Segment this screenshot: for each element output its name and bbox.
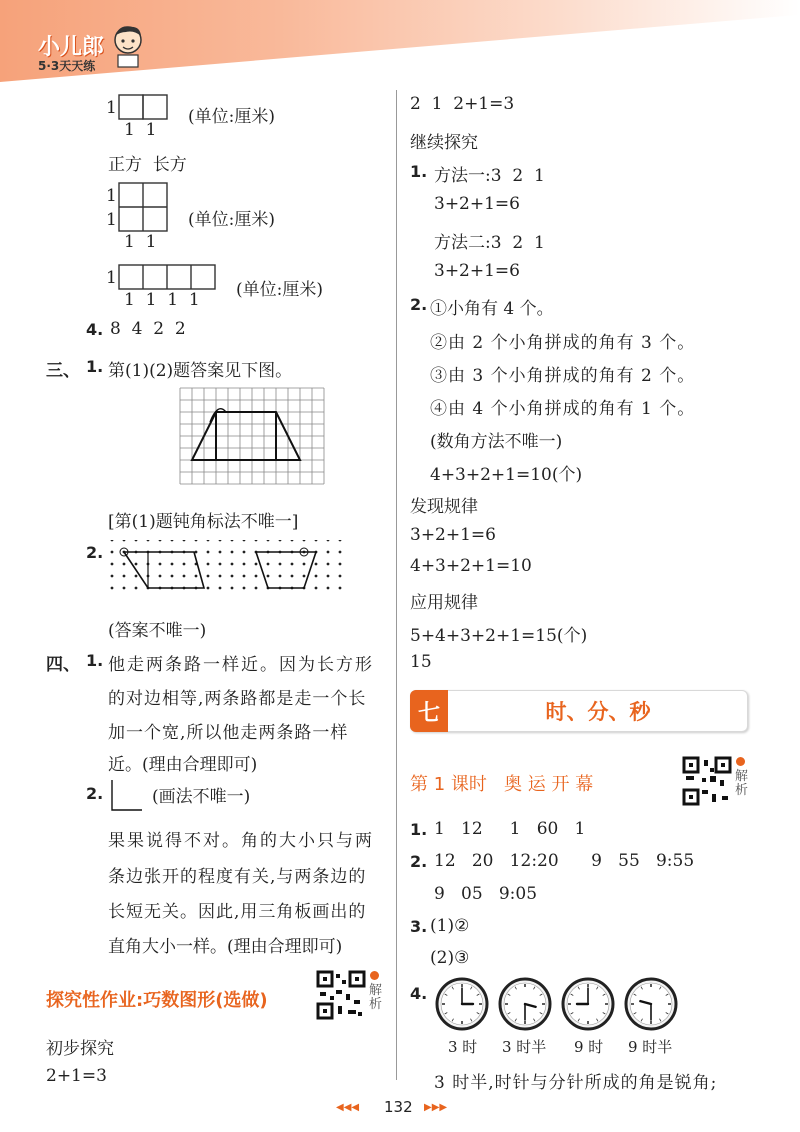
q4-number: 4. [86, 320, 104, 339]
grid-dot [255, 540, 258, 541]
grid-dot [219, 540, 222, 541]
grid-dot [183, 575, 186, 578]
continue-q1-line-3: 方法二:3 2 1 [434, 233, 545, 253]
grid-dot [195, 540, 198, 541]
lesson-q3-number: 3. [410, 917, 428, 936]
section-4-q2-line-4: 直角大小一样。(理由合理即可) [108, 937, 343, 957]
qr-code-icon[interactable] [316, 970, 366, 1020]
continue-q2-line-5: (数角方法不唯一) [430, 432, 563, 452]
grid-dot [339, 575, 342, 578]
grid-dot [171, 540, 174, 541]
footer-right-arrows: ▶▶▶ [424, 1102, 448, 1113]
grid-parallelogram-diagram [178, 386, 328, 486]
shapes-label: 正方 长方 [108, 155, 187, 175]
grid-dot [195, 575, 198, 578]
grid-dot [135, 575, 138, 578]
right-angle-diagram [110, 778, 144, 814]
grid-dot [159, 563, 162, 566]
lesson-q2-number: 2. [410, 852, 428, 871]
lesson-q4-text: 3 时半,时针与分针所成的角是锐角; [434, 1073, 718, 1093]
grid-dot [111, 563, 114, 566]
q3a-diagram [118, 94, 170, 120]
lesson-side-label: 解析 [735, 769, 749, 798]
grid-dot [315, 563, 318, 566]
lesson-title: 第 1 课时 奥 运 开 幕 [410, 774, 594, 795]
grid-dot [135, 587, 138, 590]
grid-dot [243, 563, 246, 566]
q3b-bottom-labels: 1 1 [124, 232, 157, 252]
grid-dot [111, 540, 114, 541]
grid-dot [219, 551, 222, 554]
clock-1-label: 3 时 [448, 1038, 478, 1056]
continue-q2-line-4: ④由 4 个小角拼成的角有 1 个。 [430, 399, 696, 419]
grid-dot [291, 575, 294, 578]
grid-dot [279, 540, 282, 541]
column-divider [396, 90, 397, 1080]
clock-2 [497, 976, 553, 1032]
section-4-q1-line-2: 的对边相等,两条路都是走一个长 [108, 689, 367, 709]
grid-dot [339, 587, 342, 590]
section-3-q2-number: 2. [86, 543, 104, 562]
q3a-side-label: 1 [106, 98, 117, 118]
continue-explore-label: 继续探究 [410, 133, 478, 153]
q3c-diagram [118, 264, 218, 290]
grid-note: [第(1)题钝角标法不唯一] [108, 512, 299, 532]
grid-dot [339, 551, 342, 554]
grid-dot [291, 540, 294, 541]
grid-dot [327, 587, 330, 590]
explore-side-label: 解析 [369, 983, 383, 1012]
grid-dot [147, 540, 150, 541]
footer-left-arrows: ◀◀◀ [336, 1102, 360, 1113]
grid-dot [159, 540, 162, 541]
grid-dot [255, 563, 258, 566]
logo-subtitle: 5·3天天练 [38, 59, 96, 73]
grid-dot [135, 563, 138, 566]
section-3-label: 三、 [46, 361, 80, 381]
grid-dot [267, 575, 270, 578]
grid-dot [231, 540, 234, 541]
grid-dot [243, 551, 246, 554]
section-4-q2-line-2: 条边张开的程度有关,与两条边的 [108, 867, 367, 887]
page-number: 132 [384, 1098, 413, 1116]
q3b-side-label-2: 1 [106, 210, 117, 230]
grid-dot [327, 551, 330, 554]
grid-dot [123, 563, 126, 566]
continue-q2-line-3: ③由 3 个小角拼成的角有 2 个。 [430, 366, 696, 386]
continue-q2-line-2: ②由 2 个小角拼成的角有 3 个。 [430, 333, 696, 353]
section-4-q1-line-3: 加一个宽,所以他走两条路一样 [108, 723, 349, 743]
continue-q1-number: 1. [410, 162, 428, 181]
grid-dot [123, 540, 126, 541]
grid-dot [207, 575, 210, 578]
grid-dot [231, 575, 234, 578]
unit-number: 七 [410, 690, 448, 732]
qr-play-icon [370, 971, 379, 980]
q3a-bottom-labels: 1 1 [124, 120, 157, 140]
q3b-unit: (单位:厘米) [188, 210, 275, 230]
dot-grid-diagram [106, 540, 346, 606]
continue-q1-line-1: 方法一:3 2 1 [434, 166, 545, 186]
clock-1 [434, 976, 490, 1032]
q3b-side-label-1: 1 [106, 186, 117, 206]
grid-dot [243, 587, 246, 590]
grid-dot [183, 563, 186, 566]
grid-dot [339, 540, 342, 541]
apply-equation: 5+4+3+2+1=15(个) [410, 626, 588, 646]
section-4-q1-number: 1. [86, 651, 104, 670]
top-equation: 2 1 2+1=3 [410, 94, 515, 114]
discover-equation-1: 3+2+1=6 [410, 525, 496, 545]
discover-equation-2: 4+3+2+1=10 [410, 556, 532, 576]
grid-dot [339, 563, 342, 566]
grid-dot [303, 540, 306, 541]
grid-dot [267, 540, 270, 541]
lesson-q3-text-2: (2)③ [430, 948, 470, 968]
lesson-q2-text-2: 9 05 9:05 [434, 884, 538, 904]
grid-dot [279, 563, 282, 566]
grid-dot [327, 563, 330, 566]
grid-dot [231, 587, 234, 590]
section-4-q2-line-3: 长短无关。因此,用三角板画出的 [108, 902, 367, 922]
grid-dot [279, 575, 282, 578]
continue-q2-number: 2. [410, 295, 428, 314]
grid-dot [291, 563, 294, 566]
grid-dot [327, 540, 330, 541]
lesson-q1-text: 1 12 1 60 1 [434, 819, 586, 839]
continue-q1-line-4: 3+2+1=6 [434, 261, 520, 281]
section-4-label: 四、 [46, 655, 80, 675]
lesson-q1-number: 1. [410, 820, 428, 839]
apply-answer: 15 [410, 652, 432, 672]
clock-4-label: 9 时半 [628, 1038, 673, 1056]
grid-dot [171, 563, 174, 566]
grid-dot [315, 587, 318, 590]
continue-q2-line-1: ①小角有 4 个。 [430, 299, 554, 319]
grid-dot [207, 540, 210, 541]
continue-q2-line-6: 4+3+2+1=10(个) [430, 465, 583, 485]
grid-dot [207, 551, 210, 554]
lesson-q4-number: 4. [410, 984, 428, 1003]
q3a-unit: (单位:厘米) [188, 107, 275, 127]
grid-dot [219, 563, 222, 566]
section-3-q2-note: (答案不唯一) [108, 621, 207, 641]
initial-explore-label: 初步探究 [46, 1039, 114, 1059]
grid-dot [267, 563, 270, 566]
grid-dot [207, 587, 210, 590]
continue-q1-line-2: 3+2+1=6 [434, 194, 520, 214]
lesson-qr-code-icon[interactable] [682, 756, 732, 806]
section-3-q1-number: 1. [86, 357, 104, 376]
logo-text: 小儿郎 [38, 35, 105, 60]
grid-dot [327, 575, 330, 578]
q3c-side-label: 1 [106, 268, 117, 288]
clock-3-label: 9 时 [574, 1038, 604, 1056]
lesson-q2-text-1: 12 20 12:20 9 55 9:55 [434, 851, 695, 871]
grid-dot [111, 587, 114, 590]
grid-dot [303, 563, 306, 566]
mascot-icon [108, 22, 148, 72]
apply-label: 应用规律 [410, 593, 478, 613]
section-4-q1-line-1: 他走两条路一样近。因为长方形 [108, 655, 374, 675]
grid-dot [207, 563, 210, 566]
section-4-q2-number: 2. [86, 784, 104, 803]
clock-2-label: 3 时半 [502, 1038, 547, 1056]
grid-dot [315, 575, 318, 578]
grid-dot [315, 540, 318, 541]
initial-equation: 2+1=3 [46, 1066, 107, 1086]
unit-title: 时、分、秒 [545, 700, 651, 724]
section-4-q1-line-4: 近。(理由合理即可) [108, 755, 258, 775]
grid-dot [123, 575, 126, 578]
discover-label: 发现规律 [410, 497, 478, 517]
grid-dot [231, 551, 234, 554]
section-3-q1-text: 第(1)(2)题答案见下图。 [108, 361, 293, 381]
grid-dot [231, 563, 234, 566]
clock-3 [560, 976, 616, 1032]
section-4-q2-line-1: 果果说得不对。角的大小只与两 [108, 831, 374, 851]
grid-dot [123, 587, 126, 590]
grid-dot [219, 587, 222, 590]
lesson-qr-play-icon [736, 757, 745, 766]
grid-dot [303, 575, 306, 578]
section-4-q2-note: (画法不唯一) [152, 787, 251, 807]
grid-dot [171, 575, 174, 578]
grid-dot [243, 575, 246, 578]
grid-dot [183, 540, 186, 541]
grid-dot [219, 575, 222, 578]
grid-dot [159, 575, 162, 578]
q3c-unit: (单位:厘米) [236, 280, 323, 300]
grid-dot [111, 575, 114, 578]
grid-dot [243, 540, 246, 541]
q3b-diagram [118, 182, 170, 234]
explore-title: 探究性作业:巧数图形(选做) [46, 990, 268, 1011]
q3c-bottom-labels: 1 1 1 1 [124, 290, 200, 310]
clock-4 [623, 976, 679, 1032]
grid-dot [255, 575, 258, 578]
lesson-q3-text-1: (1)② [430, 916, 470, 936]
grid-dot [111, 551, 114, 554]
grid-dot [135, 540, 138, 541]
q4-text: 8 4 2 2 [110, 319, 186, 339]
grid-dot [255, 587, 258, 590]
